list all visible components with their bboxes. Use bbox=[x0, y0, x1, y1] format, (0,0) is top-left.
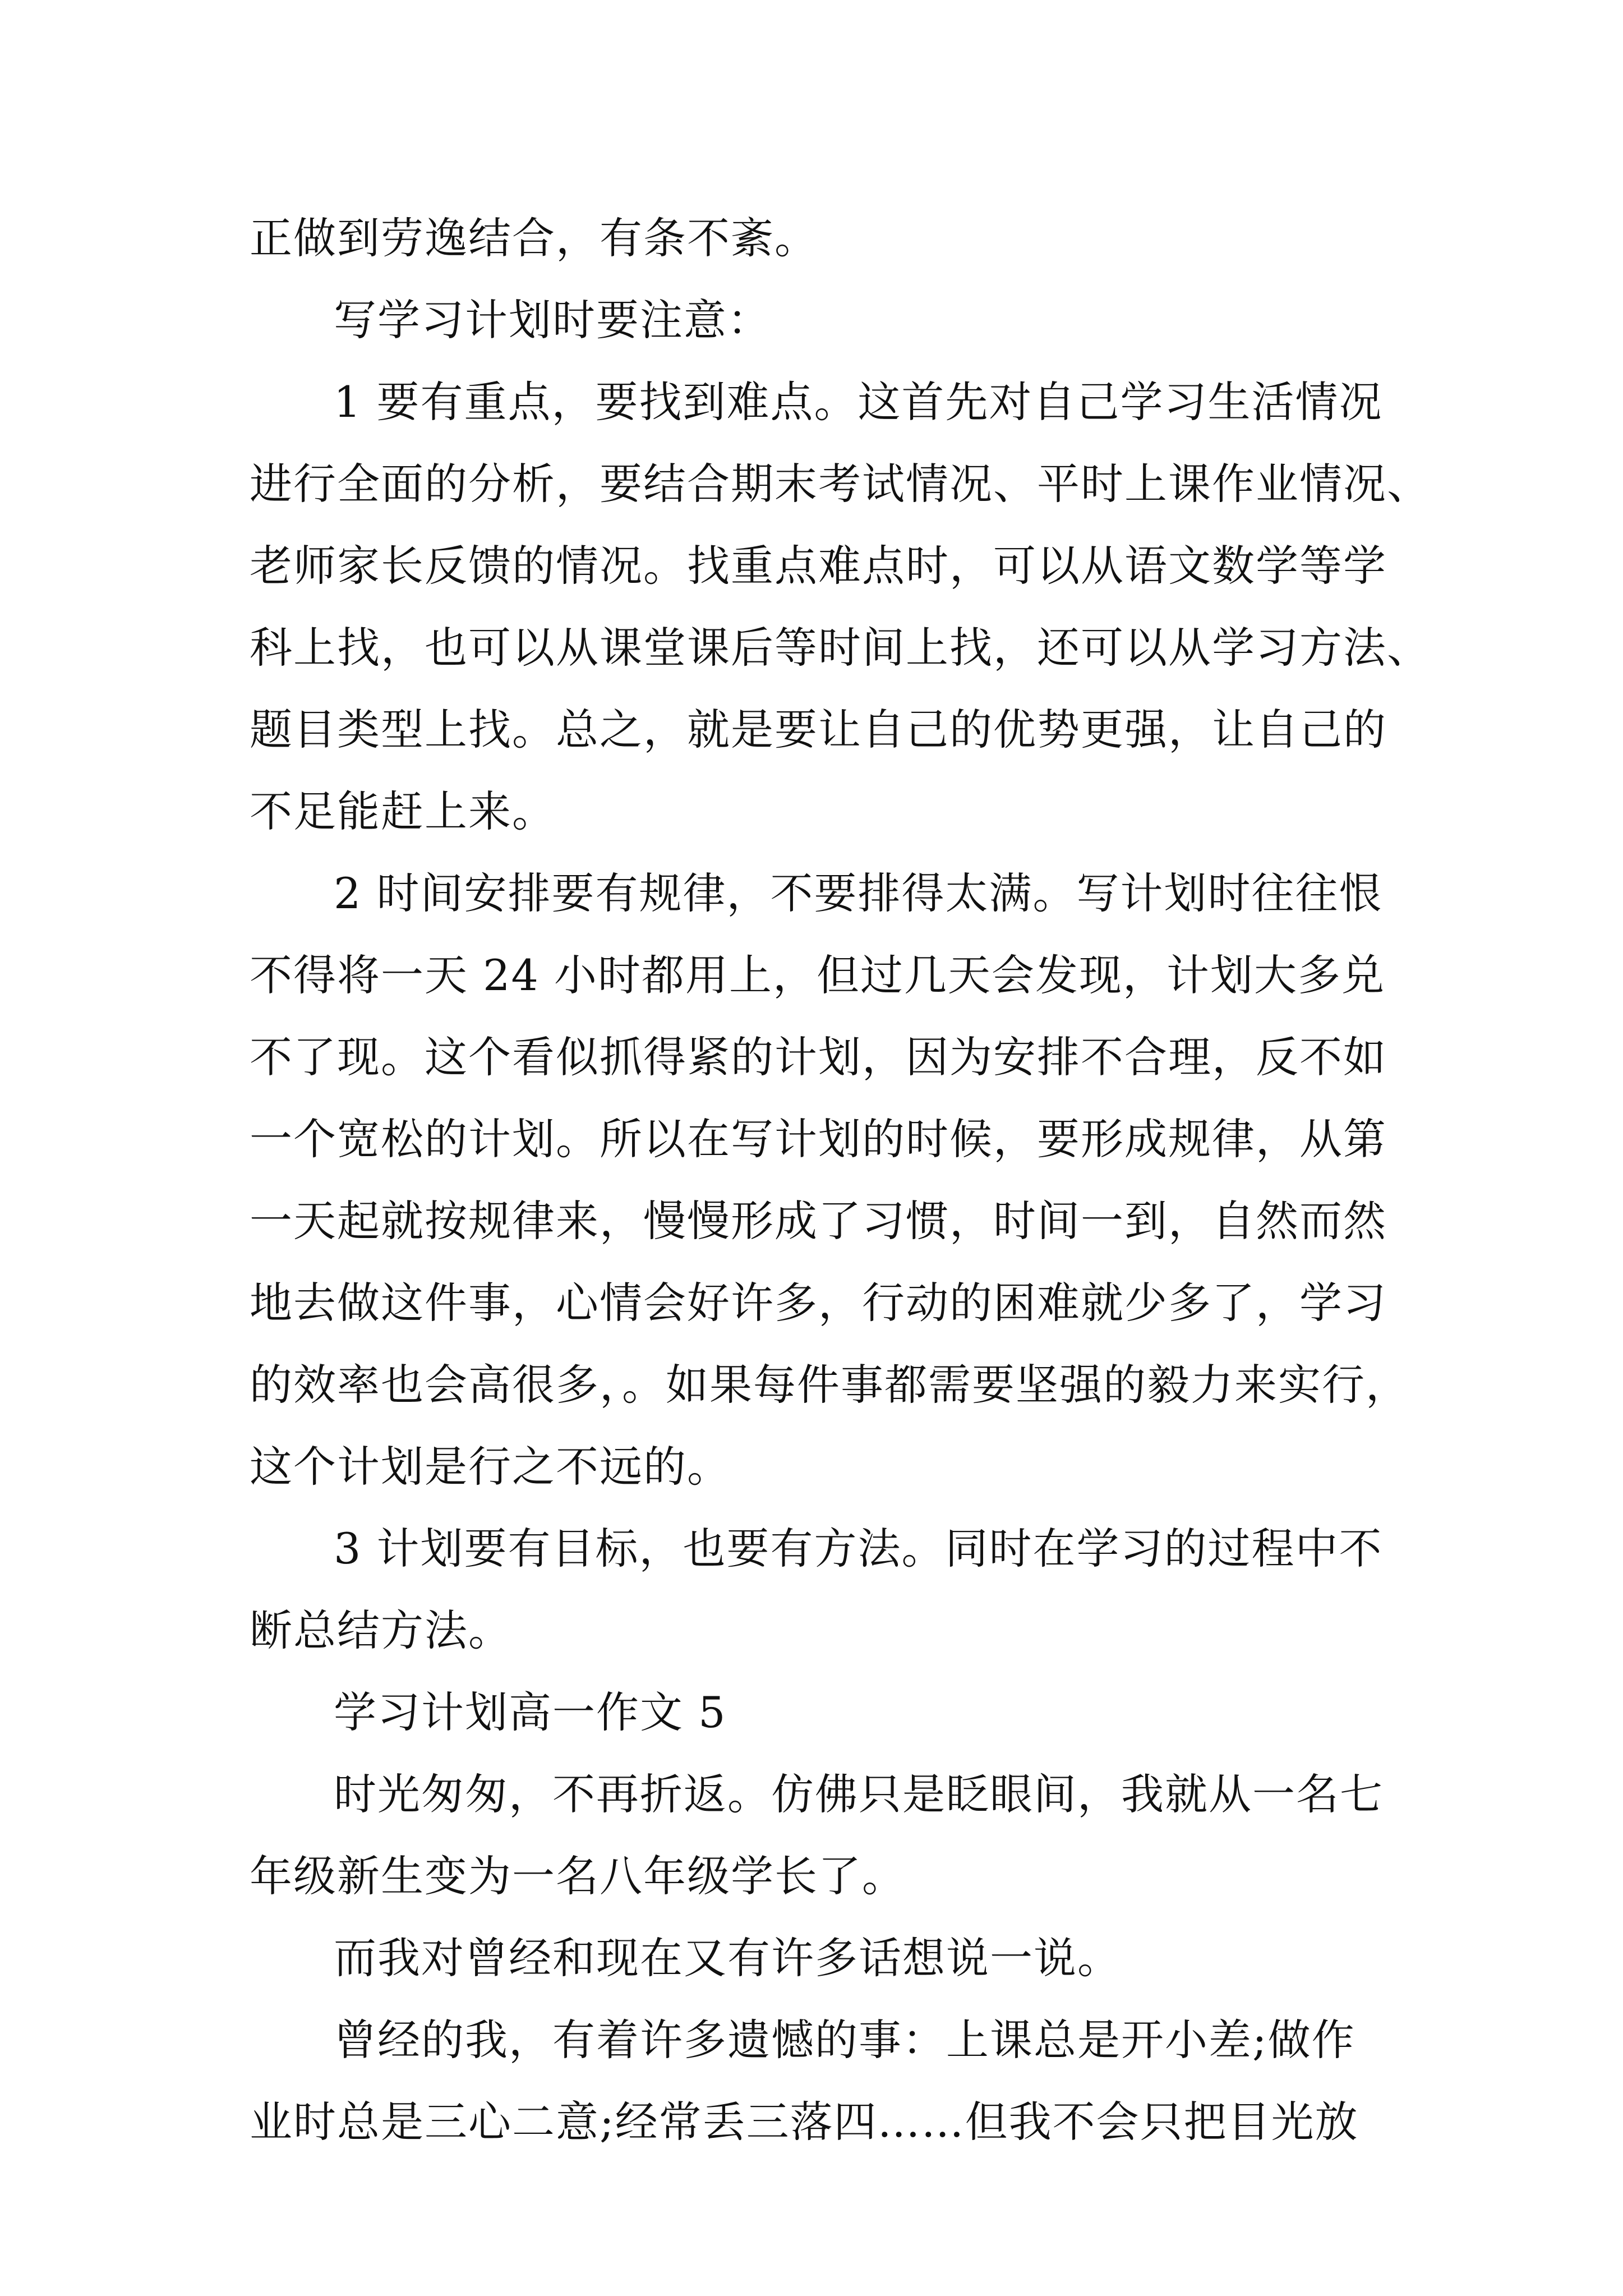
text-line: 一个宽松的计划。所以在写计划的时候，要形成规律，从第 bbox=[250, 1114, 1387, 1164]
body-text bbox=[250, 197, 1431, 2163]
text-line: 而我对曾经和现在又有许多话想说一说。 bbox=[334, 1933, 1121, 1983]
text-line-continued: 正做到劳逸结合，有条不紊。 bbox=[250, 213, 818, 263]
text-line: 不得将一天 24 小时都用上，但过几天会发现，计划大多兑 bbox=[250, 950, 1386, 1000]
section-title: 学习计划高一作文 5 bbox=[334, 1687, 727, 1737]
text-line: 断总结方法。 bbox=[250, 1605, 512, 1655]
text-line-heading: 写学习计划时要注意： bbox=[334, 295, 771, 345]
text-line-point-1: 1 要有重点，要找到难点。这首先对自己学习生活情况 bbox=[334, 377, 1383, 427]
text-line: 时光匆匆，不再折返。仿佛只是眨眼间，我就从一名七 bbox=[334, 1769, 1384, 1819]
text-line: 一天起就按规律来，慢慢形成了习惯，时间一到，自然而然 bbox=[250, 1196, 1387, 1246]
text-line: 的效率也会高很多，。如果每件事都需要坚强的毅力来实行， bbox=[250, 1360, 1409, 1410]
text-line: 地去做这件事，心情会好许多，行动的困难就少多了，学习 bbox=[250, 1278, 1387, 1328]
text-line: 科上找，也可以从课堂课后等时间上找，还可以从学习方法、 bbox=[250, 623, 1431, 673]
text-line: 题目类型上找。总之，就是要让自己的优势更强，让自己的 bbox=[250, 705, 1387, 754]
text-line-point-2: 2 时间安排要有规律，不要排得太满。写计划时往往恨 bbox=[334, 868, 1383, 918]
text-line: 曾经的我，有着许多遗憾的事：上课总是开小差;做作 bbox=[334, 2015, 1355, 2065]
text-line: 业时总是三心二意;经常丢三落四……但我不会只把目光放 bbox=[250, 2097, 1359, 2147]
text-line: 老师家长反馈的情况。找重点难点时，可以从语文数学等学 bbox=[250, 541, 1387, 591]
text-line: 进行全面的分析，要结合期末考试情况、平时上课作业情况、 bbox=[250, 459, 1431, 509]
text-line: 这个计划是行之不远的。 bbox=[250, 1442, 731, 1492]
text-line: 不了现。这个看似抓得紧的计划，因为安排不合理，反不如 bbox=[250, 1032, 1387, 1082]
text-line: 年级新生变为一名八年级学长了。 bbox=[250, 1851, 906, 1901]
text-line-point-3: 3 计划要有目标，也要有方法。同时在学习的过程中不 bbox=[334, 1524, 1383, 1573]
text-line: 不足能赶上来。 bbox=[250, 786, 556, 836]
